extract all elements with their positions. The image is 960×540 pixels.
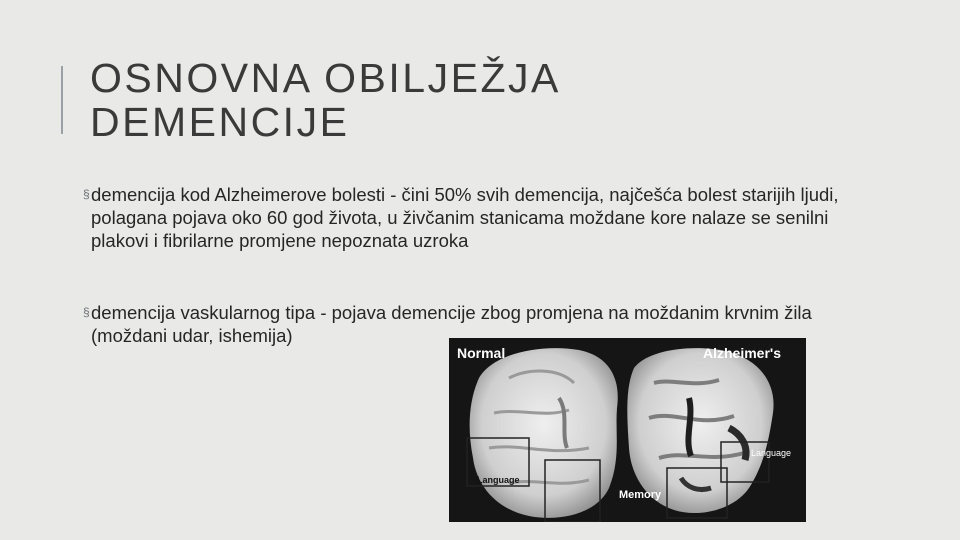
bullet-text: demencija kod Alzheimerove bolesti - čini 50% svih demencija, najčešća bolest starijih ljudi, polagana pojava oko 60 god života, u živčanim stanicama moždane kore nalaze se senilni plakovi i fibrilarne promjene nepoznata uzroka	[91, 184, 839, 251]
brain-comparison-image	[449, 338, 806, 522]
slide-title-line-1: OSNOVNA OBILJEŽJA	[90, 55, 561, 101]
normal-brain-section	[470, 348, 618, 518]
slide-title	[90, 56, 930, 144]
bullet-text: demencija vaskularnog tipa - pojava demencije zbog promjena na moždanim krvnim žila (moždani udar, ishemija)	[91, 302, 812, 346]
label-normal: Normal	[457, 345, 506, 361]
label-alzheimers: Alzheimer's	[703, 345, 782, 361]
slide-title-line-2: DEMENCIJE	[90, 99, 350, 145]
label-language-left: Language	[477, 475, 520, 485]
bullet-marker-icon: §	[83, 305, 90, 319]
title-accent-bar	[61, 66, 63, 134]
label-memory: Memory	[619, 489, 662, 501]
bullet-list	[83, 183, 886, 347]
label-language-right: Language	[751, 448, 792, 458]
bullet-marker-icon: §	[83, 187, 90, 201]
bullet-item	[83, 183, 886, 301]
